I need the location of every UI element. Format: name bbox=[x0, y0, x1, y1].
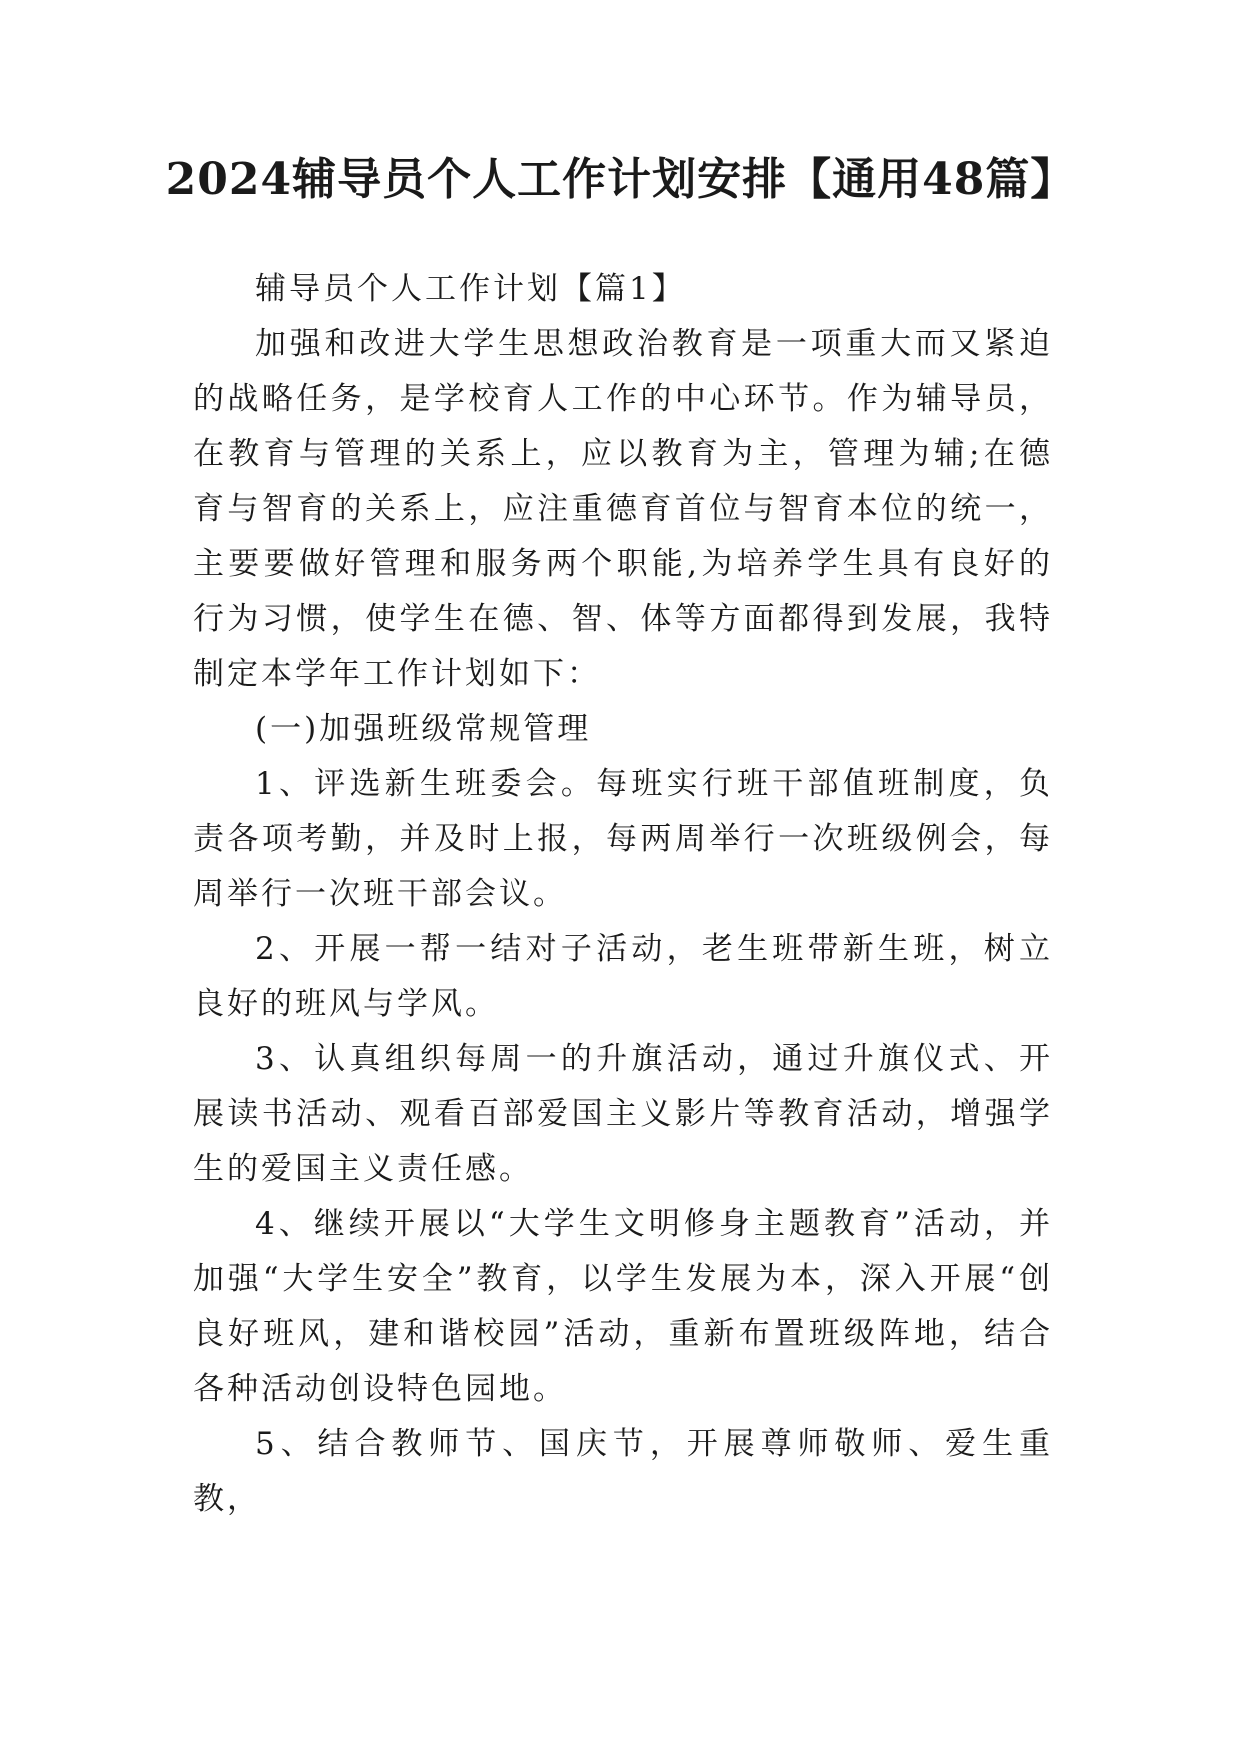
document-title: 2024辅导员个人工作计划安排【通用48篇】 bbox=[165, 154, 1076, 205]
list-item: 4、继续开展以“大学生文明修身主题教育”活动，并加强“大学生安全”教育，以学生发展为本，深入开展“创良好班风，建和谐校园”活动，重新布置班级阵地，结合各种活动创设特色园地。 bbox=[193, 1206, 1053, 1407]
body-paragraph: 加强和改进大学生思想政治教育是一项重大而又紧迫的战略任务，是学校育人工作的中心环节。作为辅导员，在教育与管理的关系上，应以教育为主，管理为辅;在德育与智育的关系上，应注重德育首位与智育本位的统一，主要要做好管理和服务两个职能,为培养学生具有良好的行为习惯，使学生在德、智、体等方面都得到发展，我特制定本学年工作计划如下： bbox=[193, 326, 1053, 692]
document-body bbox=[193, 262, 1053, 1527]
list-item: 1、评选新生班委会。每班实行班干部值班制度，负责各项考勤，并及时上报，每两周举行一次班级例会，每周举行一次班干部会议。 bbox=[193, 766, 1053, 912]
list-item: 5、结合教师节、国庆节，开展尊师敬师、爱生重教， bbox=[193, 1426, 1053, 1517]
list-item: 2、开展一帮一结对子活动，老生班带新生班，树立良好的班风与学风。 bbox=[193, 931, 1053, 1022]
section-heading: 辅导员个人工作计划【篇1】 bbox=[255, 271, 686, 307]
subsection-heading: (一)加强班级常规管理 bbox=[255, 711, 592, 747]
list-item: 3、认真组织每周一的升旗活动，通过升旗仪式、开展读书活动、观看百部爱国主义影片等教育活动，增强学生的爱国主义责任感。 bbox=[193, 1041, 1053, 1187]
